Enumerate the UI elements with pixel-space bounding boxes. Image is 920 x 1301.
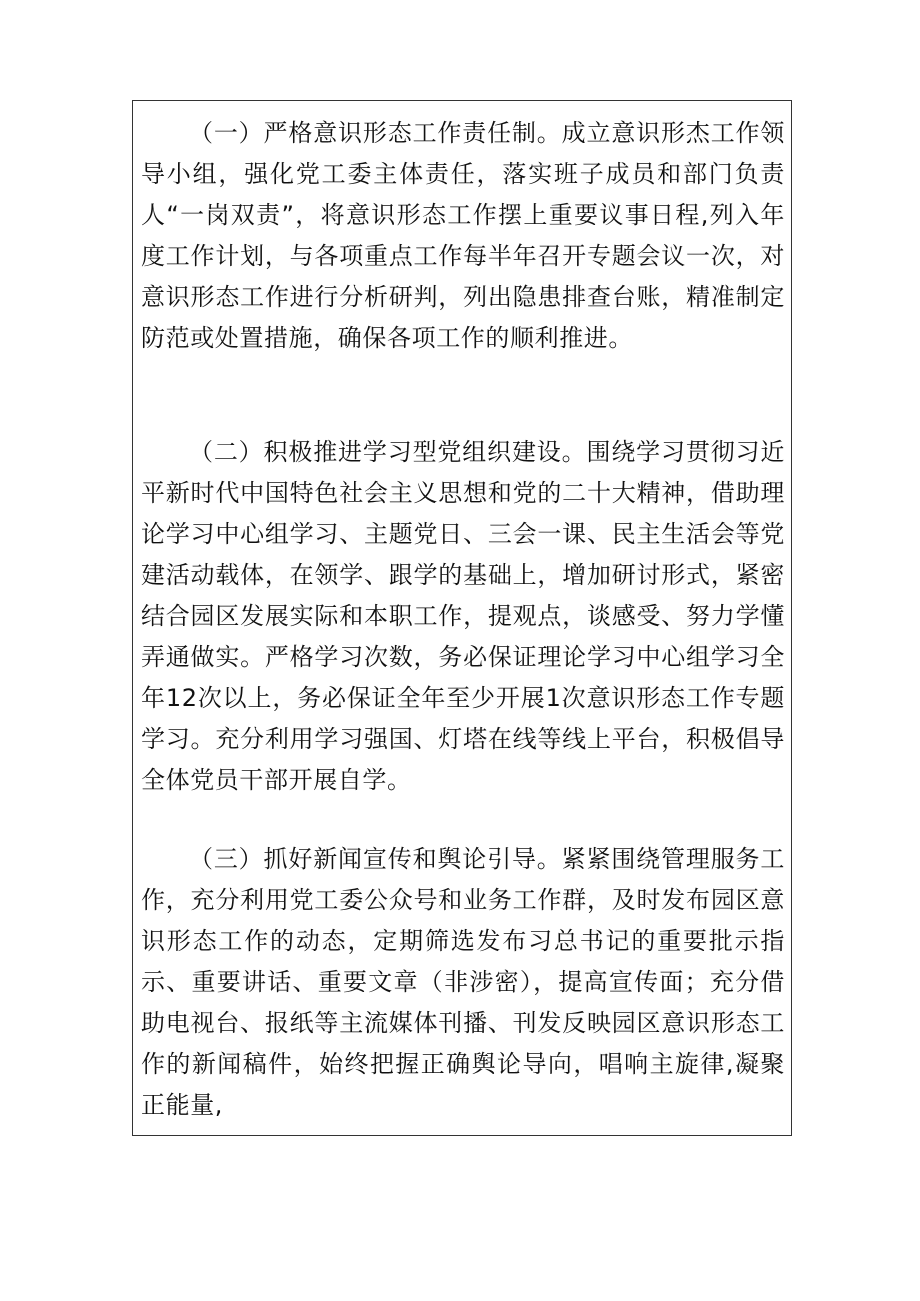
- paragraph-1: （一）严格意识形态工作责任制。成立意识形杰工作领导小组，强化党工委主体责任，落实班子成员和部门负责人“一岗双责”，将意识形态工作摆上重要议事日程,列入年度工作计划，与各项重点工作每半年召开专题会议一次，对意识形态工作进行分析研判，列出隐患排查台账，精准制定防范或处置措施，确保各项工作的顺利推进。: [141, 119, 785, 352]
- document-frame: [132, 100, 792, 1136]
- paragraph-2: （二）积极推进学习型党组织建设。围绕学习贯彻习近平新时代中国特色社会主义思想和党的二十大精神，借助理论学习中心组学习、主题党日、三会一课、民主生活会等党建活动载体，在领学、跟学的基础上，增加研讨形式，紧密结合园区发展实际和本职工作，提观点，谈感受、努力学懂弄通做实。严格学习次数，务必保证理论学习中心组学习全年12次以上，务必保证全年至少开展1次意识形态工作专题学习。充分利用学习强国、灯塔在线等线上平台，积极倡导全体党员干部开展自学。: [141, 438, 785, 794]
- paragraph-3: （三）抓好新闻宣传和舆论引导。紧紧围绕管理服务工作，充分利用党工委公众号和业务工作群，及时发布园区意识形态工作的动态，定期筛选发布习总书记的重要批示指示、重要讲话、重要文章（非涉密），提高宣传面；充分借助电视台、报纸等主流媒体刊播、刊发反映园区意识形态工作的新闻稿件，始终把握正确舆论导向，唱响主旋律,凝聚正能量,: [141, 845, 785, 1119]
